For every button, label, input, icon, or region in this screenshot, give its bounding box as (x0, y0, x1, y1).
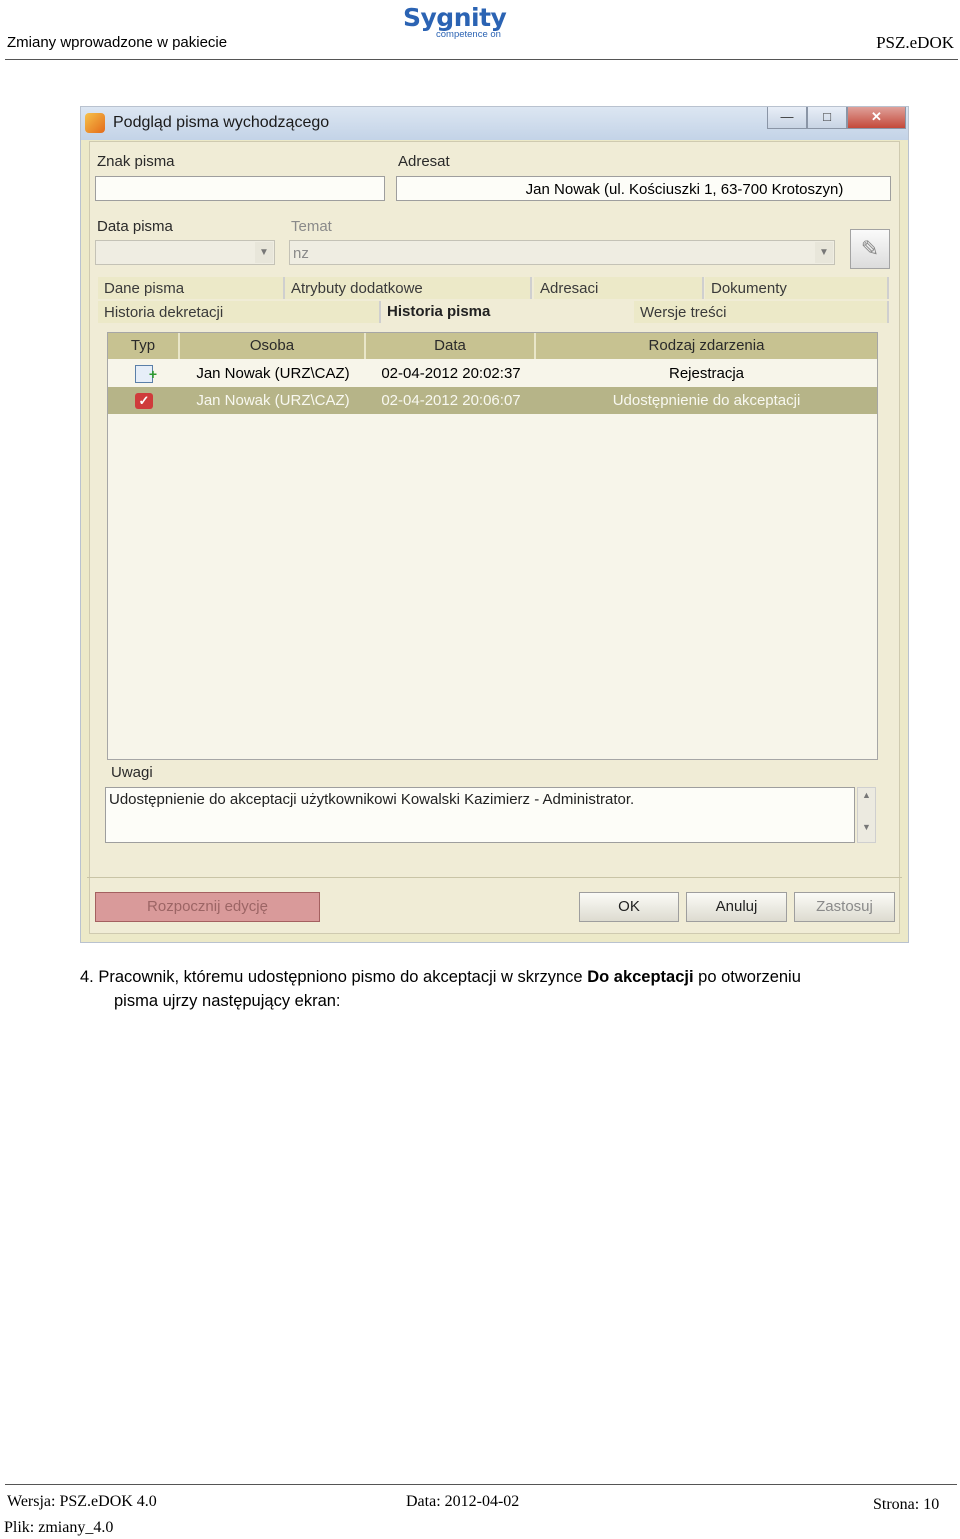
history-table (107, 332, 878, 760)
row-data: 02-04-2012 20:06:07 (381, 392, 521, 409)
register-icon (135, 365, 153, 383)
letter-preview-window (80, 106, 909, 943)
apply-button[interactable]: Zastosuj (794, 892, 895, 922)
footer-date: Data: 2012-04-02 (406, 1493, 520, 1510)
column-header[interactable]: Rodzaj zdarzenia (648, 337, 765, 354)
app-icon (85, 113, 105, 133)
notes-scrollbar[interactable] (857, 787, 876, 843)
close-button[interactable]: ✕ (847, 107, 906, 129)
row-rodzaj: Rejestracja (668, 365, 745, 382)
scroll-up-icon[interactable]: ▲ (862, 790, 871, 800)
edit-clear-icon[interactable]: ✎ (850, 229, 890, 269)
start-edit-button[interactable]: Rozpocznij edycję (95, 892, 320, 922)
inbox-name: Do akceptacji (587, 968, 694, 986)
tab-historia-dekretacji[interactable]: Historia dekretacji (98, 301, 381, 323)
data-pisma-field[interactable] (95, 240, 275, 265)
doc-header-title: Zmiany wprowadzone w pakiecie (7, 34, 228, 51)
tab-adresaci[interactable]: Adresaci (534, 277, 704, 299)
text-after: po otworzeniu (698, 968, 801, 986)
tab-wersje-tresci[interactable]: Wersje treści (634, 301, 889, 323)
window-controls (767, 107, 906, 129)
row-rodzaj: Udostępnienie do akceptacji (612, 392, 801, 409)
temat-field[interactable]: nz ▼ (289, 240, 835, 265)
tab-atrybuty[interactable]: Atrybuty dodatkowe (285, 277, 532, 299)
header-divider (5, 59, 958, 60)
minimize-button[interactable]: — (767, 107, 807, 129)
table-row[interactable] (108, 387, 877, 414)
column-header[interactable]: Typ (108, 333, 180, 359)
footer-file: Plik: zmiany_4.0 (4, 1519, 114, 1536)
column-header[interactable]: Data (366, 333, 536, 359)
tab-dokumenty[interactable]: Dokumenty (705, 277, 889, 299)
chevron-down-icon: ▼ (255, 242, 273, 263)
instruction-paragraph (80, 965, 920, 1013)
sygnity-logo: Sygnity competence on (403, 3, 507, 40)
ok-button[interactable]: OK (579, 892, 679, 922)
cancel-button[interactable]: Anuluj (686, 892, 787, 922)
window-titlebar (81, 107, 908, 140)
scroll-down-icon[interactable]: ▼ (862, 822, 871, 832)
tab-dane-pisma[interactable]: Dane pisma (98, 277, 285, 299)
tab-historia-pisma[interactable]: Historia pisma (381, 300, 634, 322)
doc-header-product: PSZ.eDOK (876, 33, 954, 52)
table-header (108, 333, 877, 359)
window-title: Podgląd pisma wychodzącego (113, 114, 330, 131)
row-osoba: Jan Nowak (URZ\CAZ) (196, 392, 350, 409)
temat-label: Temat (291, 218, 332, 235)
table-row[interactable] (108, 360, 877, 387)
column-header[interactable]: Osoba (180, 333, 366, 359)
footer-divider (5, 1484, 957, 1485)
item-number: 4. (80, 968, 94, 986)
uwagi-label: Uwagi (111, 764, 153, 781)
accept-icon: ✓ (135, 393, 153, 409)
data-pisma-label: Data pisma (97, 218, 173, 235)
footer-version: Wersja: PSZ.eDOK 4.0 (7, 1493, 157, 1510)
uwagi-textarea[interactable]: Udostępnienie do akceptacji użytkownikowi Kowalski Kazimierz - Administrator. (105, 787, 855, 843)
znak-field[interactable] (95, 176, 385, 201)
maximize-button[interactable]: □ (807, 107, 847, 129)
znak-label: Znak pisma (97, 153, 175, 170)
button-separator (87, 877, 902, 878)
chevron-down-icon: ▼ (815, 242, 833, 263)
row-data: 02-04-2012 20:02:37 (381, 365, 521, 382)
footer-page: Strona: 10 (873, 1496, 940, 1513)
adresat-field[interactable]: Jan Nowak (ul. Kościuszki 1, 63-700 Krotoszyn) (396, 176, 891, 201)
text-line-2: pisma ujrzy następujący ekran: (114, 992, 341, 1010)
row-osoba: Jan Nowak (URZ\CAZ) (196, 365, 350, 382)
text-before: Pracownik, któremu udostępniono pismo do akceptacji w skrzynce (98, 968, 583, 986)
adresat-label: Adresat (398, 153, 450, 170)
